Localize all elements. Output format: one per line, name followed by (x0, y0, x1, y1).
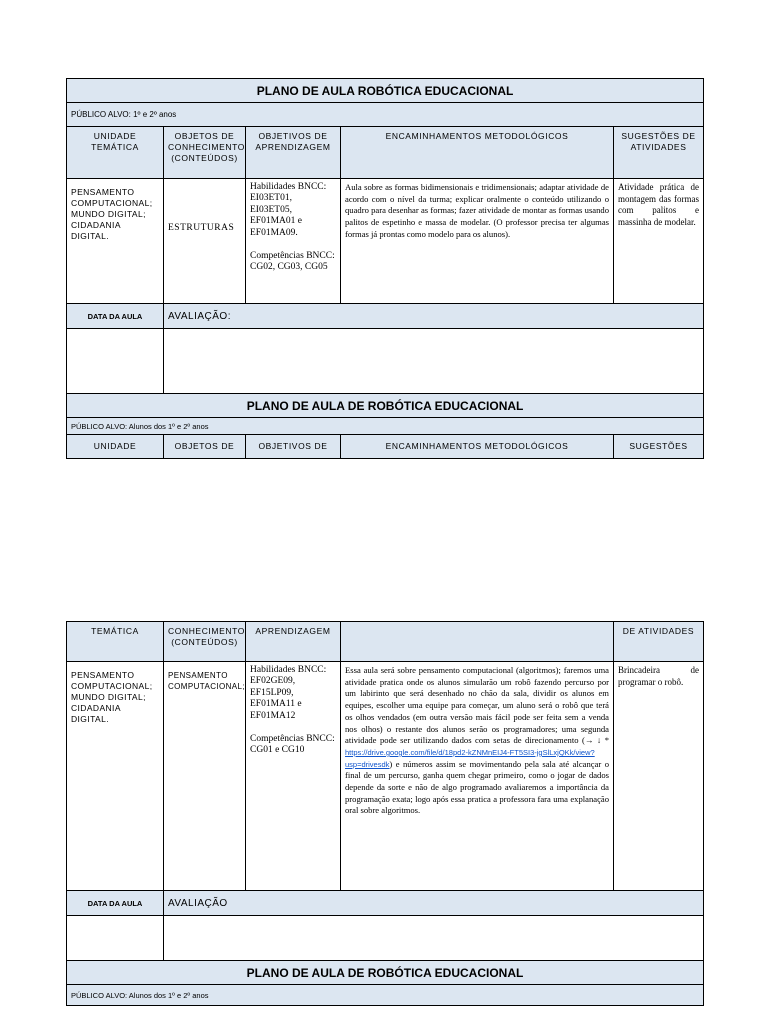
header-suggested-activities: DE ATIVIDADES (614, 622, 704, 662)
class-date-label: DATA DA AULA (67, 304, 164, 329)
header-thematic-unit: UNIDADE TEMÁTICA (67, 127, 164, 179)
next-header-objectives: OBJETIVOS DE (246, 435, 341, 459)
class-date-label: DATA DA AULA (67, 891, 164, 916)
methodology-text-after: ) e números assim se movimentando pela sala até alcançar o final de um percurso, ganha quem chegar primeiro, como o jogar de dados depende da sorte e não de algo programado avaliaremos a importância da programação exata; logo após essa pratica a professora fara uma explanação oral sobre algoritmos. (345, 758, 609, 816)
next-target-audience: PÚBLICO ALVO: Alunos dos 1º e 2º anos (67, 418, 704, 435)
bncc-competencies: Competências BNCC: CG02, CG03, CG05 (250, 251, 335, 273)
header-suggested-activities: SUGESTÕES DE ATIVIDADES (614, 127, 704, 179)
lesson-plan-table-2 (66, 621, 704, 1006)
header-methodology: ENCAMINHAMENTOS METODOLÓGICOS (341, 127, 614, 179)
bncc-competencies: Competências BNCC: CG01 e CG10 (250, 734, 335, 756)
header-learning-objectives: OBJETIVOS DE APRENDIZAGEM (246, 127, 341, 179)
next-plan-title: PLANO DE AULA DE ROBÓTICA EDUCACIONAL (67, 394, 704, 418)
header-methodology (341, 622, 614, 662)
evaluation-field[interactable] (164, 916, 704, 961)
cell-suggested-activities: Brincadeira de programar o robô. (614, 662, 704, 891)
header-learning-objectives: APRENDIZAGEM (246, 622, 341, 662)
cell-methodology: Aula sobre as formas bidimensionais e tridimensionais; adaptar atividade de acordo com o nível da turma; explicar oralmente o conteúdo utilizando o quadro para desenhar as formas; fazer atividade de montar as formas usando palitos de espetinho e massa de modelar. (O professor precisa ter algumas formas já prontas como modelo para os alunos). (341, 179, 614, 304)
cell-suggested-activities: Atividade prática de montagem das formas com palitos e massinha de modelar. (614, 179, 704, 304)
next-target-audience: PÚBLICO ALVO: Alunos dos 1º e 2º anos (67, 985, 704, 1006)
header-thematic-unit: TEMÁTICA (67, 622, 164, 662)
cell-learning-objectives (246, 179, 341, 304)
drive-link[interactable]: https://drive.google.com/file/d/18pd2-kZNMnEIJ4-FT5SI3-jgSlLxjQKk/view?usp=drivesdk (345, 747, 595, 769)
cell-methodology (341, 662, 614, 891)
cell-thematic-unit: PENSAMENTO COMPUTACIONAL; MUNDO DIGITAL; CIDADANIA DIGITAL. (67, 662, 164, 891)
class-date-field[interactable] (67, 916, 164, 961)
header-knowledge-objects: OBJETOS DE CONHECIMENTO (CONTEÚDOS) (164, 127, 246, 179)
cell-learning-objectives (246, 662, 341, 891)
bncc-skills: Habilidades BNCC: EI03ET01, EI03ET05, EF01MA01 e EF01MA09. (250, 182, 327, 238)
lesson-plan-table-1 (66, 78, 704, 459)
cell-knowledge-objects: PENSAMENTO COMPUTACIONAL; (164, 662, 246, 891)
header-knowledge-objects: CONHECIMENTO (CONTEÚDOS) (164, 622, 246, 662)
methodology-text-before: Essa aula será sobre pensamento computacional (algoritmos); faremos uma atividade pratica onde os alunos simularão um robô fazendo percurso por um labirinto que será desenhado no chão da sala, dividir os alunos em equipes, escolher uma equipe para começar, um aluno será o robô que terá os olhos vendados (em outra versão mais fácil pode ser feita sem a venda nos olhos) o restante dos alunos serão os programadores; uma segunda atividade pode ser utilizando dados com setas de direcionamento (→ ↓ * (345, 665, 609, 746)
evaluation-label: AVALIAÇÃO (164, 891, 704, 916)
next-header-methodology: ENCAMINHAMENTOS METODOLÓGICOS (341, 435, 614, 459)
evaluation-label: AVALIAÇÃO: (164, 304, 704, 329)
next-header-objects: OBJETOS DE (164, 435, 246, 459)
bncc-skills: Habilidades BNCC: EF02GE09, EF15LP09, EF01MA11 e EF01MA12 (250, 665, 327, 721)
next-header-suggestions: SUGESTÕES (614, 435, 704, 459)
target-audience: PÚBLICO ALVO: 1º e 2º anos (67, 103, 704, 127)
cell-knowledge-objects: ESTRUTURAS (164, 179, 246, 304)
cell-thematic-unit: PENSAMENTO COMPUTACIONAL; MUNDO DIGITAL; CIDADANIA DIGITAL. (67, 179, 164, 304)
plan-title: PLANO DE AULA ROBÓTICA EDUCACIONAL (67, 79, 704, 103)
next-plan-title: PLANO DE AULA DE ROBÓTICA EDUCACIONAL (67, 961, 704, 985)
class-date-field[interactable] (67, 329, 164, 394)
evaluation-field[interactable] (164, 329, 704, 394)
next-header-unit: UNIDADE (67, 435, 164, 459)
